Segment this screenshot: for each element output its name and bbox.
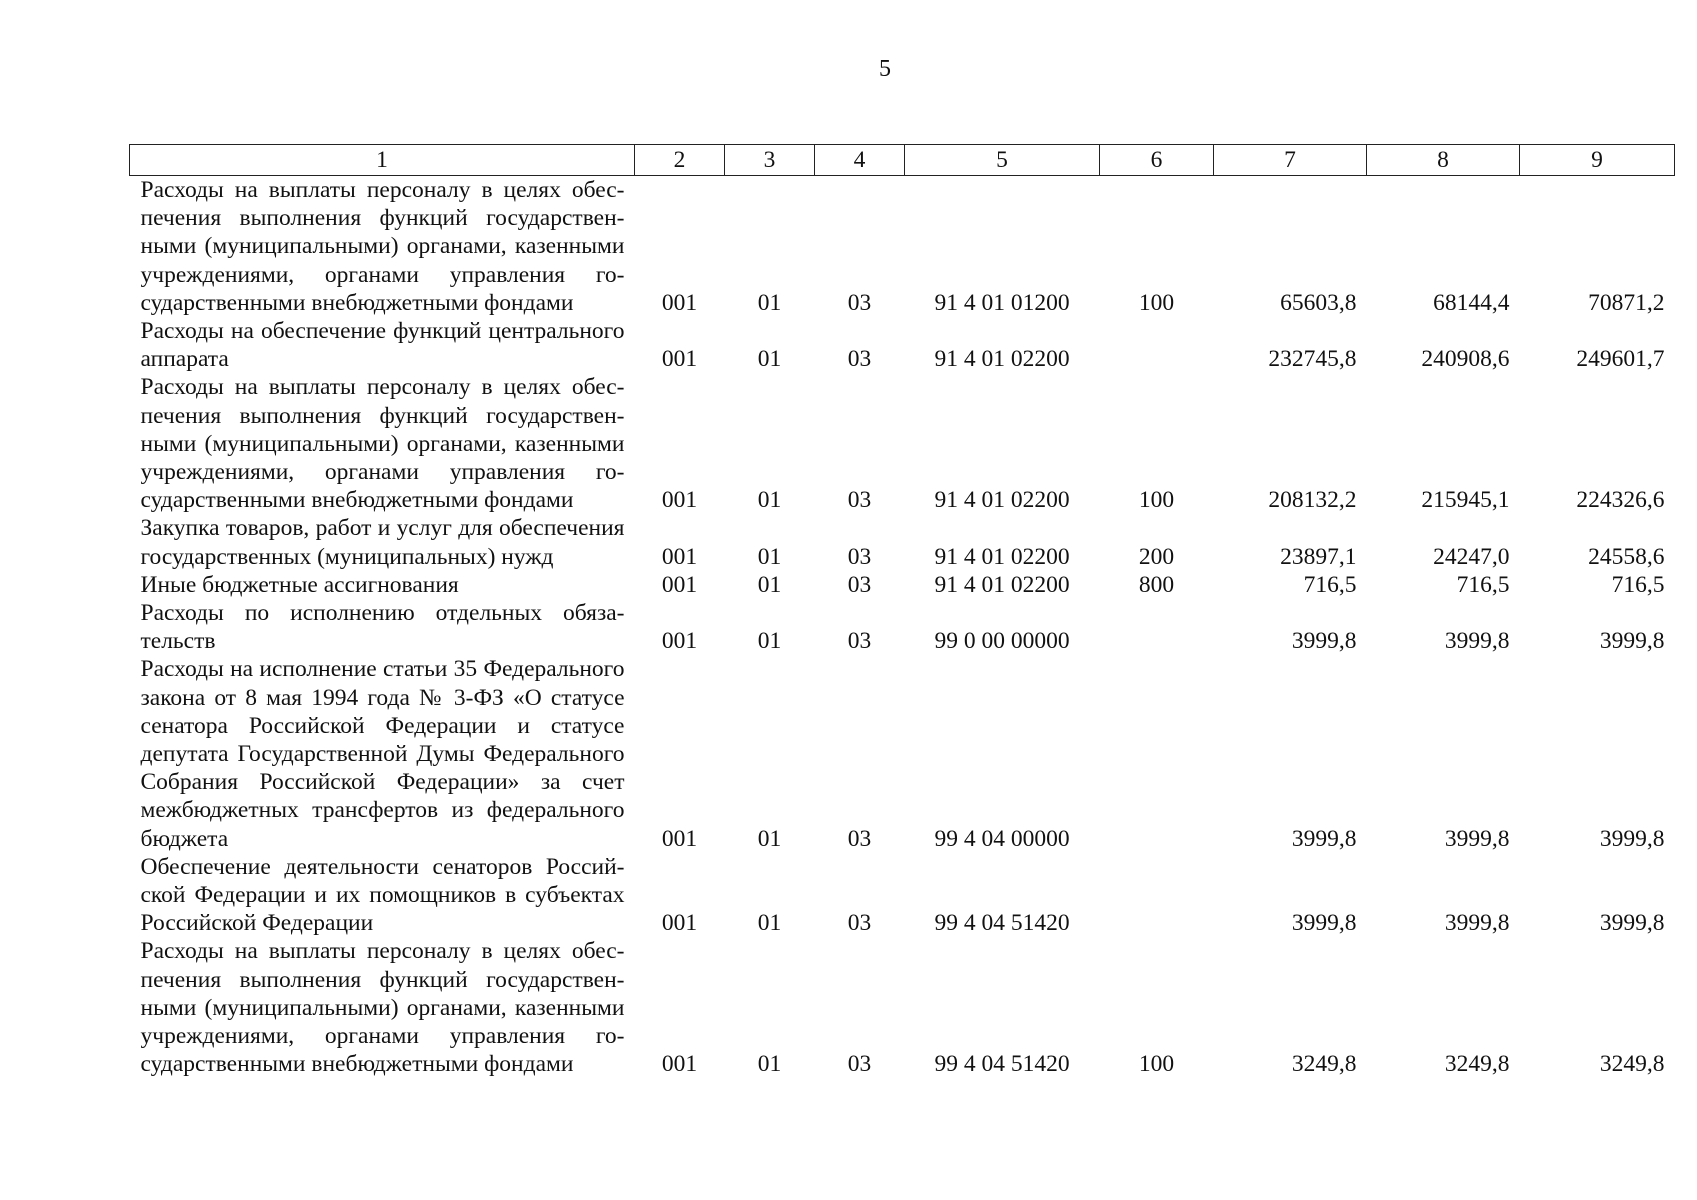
table-row (130, 655, 1675, 852)
target-article-code-cell: 91 4 01 02200 (934, 571, 1070, 598)
expense-name-cell: Иные бюджетные ассигнования (140, 571, 459, 598)
column-header-3: 3 (725, 145, 815, 176)
expense-name-cell: Расходы на исполнение статьи 35 Федерального закона от 8 мая 1994 года № 3-ФЗ «О статусе сенатора Российской Федерации и статусе депутата Государственной Думы Федерального Собрания Российской Федерации» за счет межбюджетных трансфертов из федерального бюджета (140, 656, 625, 852)
table-header-row (130, 145, 1675, 176)
amount-year-1-cell: 232745,8 (1268, 346, 1357, 373)
section-code-cell: 01 (757, 628, 782, 655)
subsection-code-cell: 03 (847, 1051, 872, 1078)
target-article-code-cell: 99 4 04 51420 (934, 910, 1070, 937)
ministry-code-cell: 001 (661, 1051, 698, 1078)
column-header-9: 9 (1520, 145, 1675, 176)
amount-year-2-cell: 215945,1 (1421, 487, 1510, 514)
amount-year-2-cell: 3999,8 (1444, 825, 1510, 852)
expense-type-code-cell: 200 (1138, 543, 1175, 570)
section-code-cell: 01 (757, 543, 782, 570)
column-header-1: 1 (130, 145, 635, 176)
amount-year-1-cell: 65603,8 (1280, 289, 1357, 316)
expense-type-code-cell (1100, 655, 1214, 852)
table-row (130, 853, 1675, 938)
subsection-code-cell: 03 (847, 571, 872, 598)
table-row (130, 571, 1675, 599)
expense-name-cell: Закупка товаров, работ и услуг для обеспечения государственных (муниципальных) нужд (140, 515, 625, 570)
ministry-code-cell: 001 (661, 910, 698, 937)
budget-table (129, 144, 1675, 1079)
column-header-4: 4 (815, 145, 905, 176)
expense-type-code-cell: 100 (1138, 487, 1175, 514)
column-header-8: 8 (1367, 145, 1520, 176)
amount-year-3-cell: 3999,8 (1599, 825, 1665, 852)
expense-name-cell: Расходы на обеспечение функций центрального аппарата (140, 318, 625, 373)
target-article-code-cell: 99 4 04 51420 (934, 1051, 1070, 1078)
table-row (130, 599, 1675, 655)
expense-name-cell: Обеспечение деятельности сенаторов Российской Федерации и их помощников в субъектах Российской Федерации (140, 853, 625, 937)
section-code-cell: 01 (757, 289, 782, 316)
section-code-cell: 01 (757, 487, 782, 514)
amount-year-2-cell: 24247,0 (1433, 543, 1510, 570)
section-code-cell: 01 (757, 346, 782, 373)
target-article-code-cell: 99 4 04 00000 (934, 825, 1070, 852)
subsection-code-cell: 03 (847, 910, 872, 937)
subsection-code-cell: 03 (847, 825, 872, 852)
column-header-6: 6 (1100, 145, 1214, 176)
amount-year-3-cell: 716,5 (1611, 571, 1665, 598)
amount-year-3-cell: 3249,8 (1599, 1051, 1665, 1078)
column-header-2: 2 (635, 145, 725, 176)
column-header-7: 7 (1214, 145, 1367, 176)
section-code-cell: 01 (757, 910, 782, 937)
amount-year-1-cell: 3999,8 (1291, 825, 1357, 852)
section-code-cell: 01 (757, 1051, 782, 1078)
amount-year-3-cell: 3999,8 (1599, 628, 1665, 655)
target-article-code-cell: 91 4 01 02200 (934, 346, 1070, 373)
amount-year-3-cell: 224326,6 (1576, 487, 1665, 514)
ministry-code-cell: 001 (661, 543, 698, 570)
subsection-code-cell: 03 (847, 346, 872, 373)
amount-year-1-cell: 3999,8 (1291, 910, 1357, 937)
ministry-code-cell: 001 (661, 628, 698, 655)
table-row (130, 373, 1675, 514)
ministry-code-cell: 001 (661, 571, 698, 598)
ministry-code-cell: 001 (661, 825, 698, 852)
section-code-cell: 01 (757, 571, 782, 598)
page-number: 5 (879, 56, 891, 82)
table-row (130, 937, 1675, 1078)
amount-year-1-cell: 3249,8 (1291, 1051, 1357, 1078)
section-code-cell: 01 (757, 825, 782, 852)
expense-type-code-cell (1100, 853, 1214, 938)
target-article-code-cell: 91 4 01 02200 (934, 487, 1070, 514)
expense-name-cell: Расходы по исполнению отдельных обязательств (140, 600, 625, 655)
amount-year-1-cell: 3999,8 (1291, 628, 1357, 655)
amount-year-2-cell: 3249,8 (1444, 1051, 1510, 1078)
amount-year-3-cell: 3999,8 (1599, 910, 1665, 937)
amount-year-1-cell: 716,5 (1303, 571, 1357, 598)
amount-year-3-cell: 24558,6 (1588, 543, 1665, 570)
amount-year-3-cell: 70871,2 (1588, 289, 1665, 316)
target-article-code-cell: 91 4 01 01200 (934, 289, 1070, 316)
table-row (130, 317, 1675, 373)
target-article-code-cell: 91 4 01 02200 (934, 543, 1070, 570)
amount-year-2-cell: 3999,8 (1444, 628, 1510, 655)
target-article-code-cell: 99 0 00 00000 (934, 628, 1070, 655)
ministry-code-cell: 001 (661, 346, 698, 373)
table-body (130, 176, 1675, 1079)
expense-type-code-cell: 800 (1138, 571, 1175, 598)
column-header-5: 5 (905, 145, 1100, 176)
amount-year-2-cell: 3999,8 (1444, 910, 1510, 937)
subsection-code-cell: 03 (847, 289, 872, 316)
amount-year-1-cell: 208132,2 (1268, 487, 1357, 514)
amount-year-2-cell: 240908,6 (1421, 346, 1510, 373)
table-row (130, 176, 1675, 318)
expense-type-code-cell: 100 (1138, 1051, 1175, 1078)
amount-year-3-cell: 249601,7 (1576, 346, 1665, 373)
amount-year-1-cell: 23897,1 (1280, 543, 1357, 570)
amount-year-2-cell: 68144,4 (1433, 289, 1510, 316)
expense-name-cell: Расходы на выплаты персоналу в целях обеспечения выполнения функций государственными (муниципальными) органами, казенными учреждениями, органами управления государственными внебюджетными фондами (140, 374, 625, 514)
amount-year-2-cell: 716,5 (1456, 571, 1510, 598)
ministry-code-cell: 001 (661, 289, 698, 316)
subsection-code-cell: 03 (847, 487, 872, 514)
subsection-code-cell: 03 (847, 628, 872, 655)
expense-type-code-cell: 100 (1138, 289, 1175, 316)
ministry-code-cell: 001 (661, 487, 698, 514)
expense-type-code-cell (1100, 317, 1214, 373)
expense-type-code-cell (1100, 599, 1214, 655)
subsection-code-cell: 03 (847, 543, 872, 570)
expense-name-cell: Расходы на выплаты персоналу в целях обеспечения выполнения функций государственными (муниципальными) органами, казенными учреждениями, органами управления государственными внебюджетными фондами (140, 938, 625, 1078)
table-row (130, 514, 1675, 570)
expense-name-cell: Расходы на выплаты персоналу в целях обеспечения выполнения функций государственными (муниципальными) органами, казенными учреждениями, органами управления государственными внебюджетными фондами (140, 177, 625, 316)
